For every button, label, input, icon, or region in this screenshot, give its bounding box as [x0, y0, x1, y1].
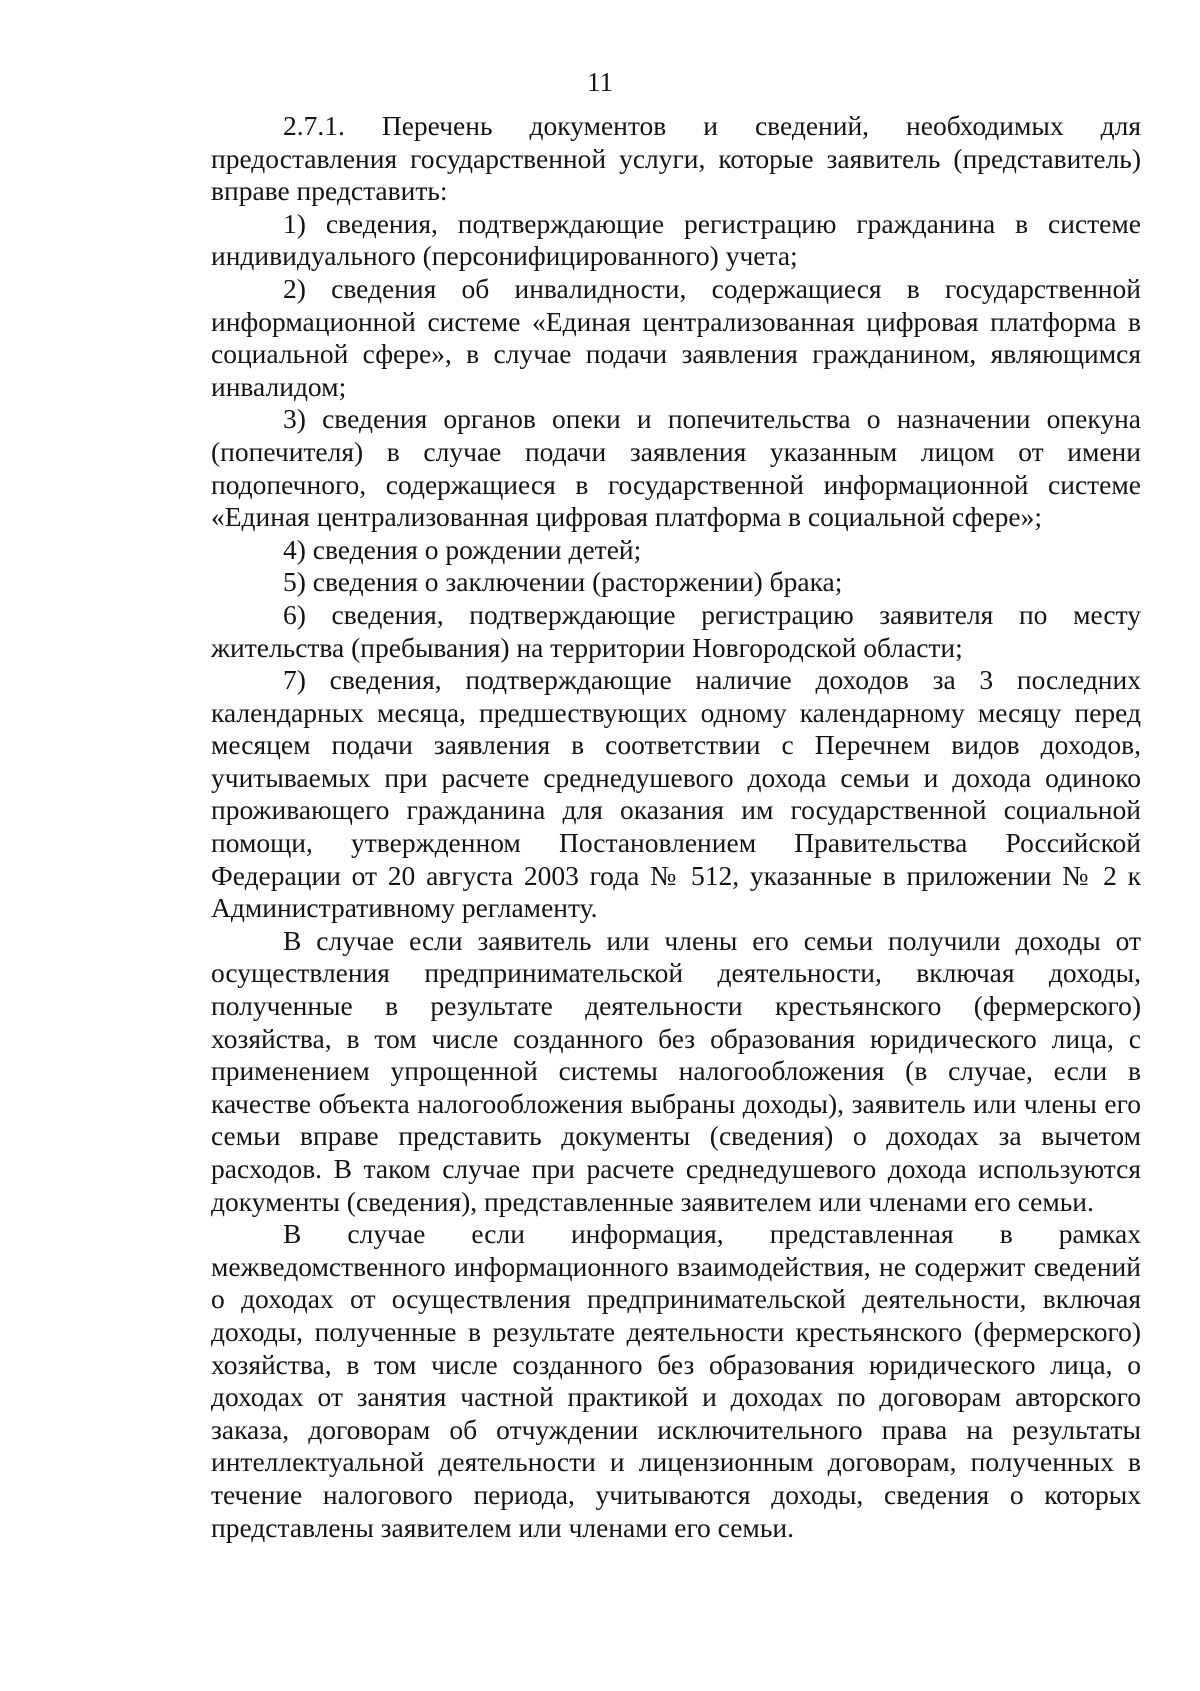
- page-number: 11: [587, 67, 613, 97]
- document-body: [211, 110, 1141, 1544]
- list-item-3: 3) сведения органов опеки и попечительства о назначении опекуна (попечителя) в случае подачи заявления указанным лицом от имени подопечного, содержащиеся в государственной информационной системе «Единая централизованная цифровая платформа в социальной сфере»;: [211, 403, 1141, 533]
- list-item-5: 5) сведения о заключении (расторжении) брака;: [283, 566, 843, 598]
- list-item-6: 6) сведения, подтверждающие регистрацию заявителя по месту жительства (пребывания) на территории Новгородской области;: [211, 598, 1141, 663]
- list-item-7: 7) сведения, подтверждающие наличие доходов за 3 последних календарных месяца, предшествующих одному календарному месяцу перед месяцем подачи заявления в соответствии с Перечнем видов доходов, учитываемых при расчете среднедушевого дохода семьи и дохода одиноко проживающего гражданина для оказания им государственной социальной помощи, утвержденном Постановлением Правительства Российской Федерации от 20 августа 2003 года № 512, указанные в приложении № 2 к Административному регламенту.: [211, 664, 1141, 924]
- list-item-4: 4) сведения о рождении детей;: [283, 533, 642, 565]
- list-item-2: 2) сведения об инвалидности, содержащиеся в государственной информационной системе «Единая централизованная цифровая платформа в социальной сфере», в случае подачи заявления гражданином, являющимся инвалидом;: [211, 272, 1141, 402]
- paragraph-interagency-info: В случае если информация, представленная в рамках межведомственного информационного взаимодействия, не содержит сведений о доходах от осуществления предпринимательской деятельности, включая доходы, полученные в результате деятельности крестьянского (фермерского) хозяйства, в том числе созданного без образования юридического лица, о доходах от занятия частной практикой и доходах по договорам авторского заказа, договорам об отчуждении исключительного права на результаты интеллектуальной деятельности и лицензионным договорам, полученных в течение налогового периода, учитываются доходы, сведения о которых представлены заявителем или членами его семьи.: [211, 1218, 1141, 1543]
- section-heading-2-7-1: 2.7.1. Перечень документов и сведений, необходимых для предоставления государственной услуги, которые заявитель (представитель) вправе представить:: [211, 110, 1141, 207]
- list-item-1: 1) сведения, подтверждающие регистрацию гражданина в системе индивидуального (персонифицированного) учета;: [211, 207, 1141, 272]
- paragraph-business-income: В случае если заявитель или члены его семьи получили доходы от осуществления предпринимательской деятельности, включая доходы, полученные в результате деятельности крестьянского (фермерского) хозяйства, в том числе созданного без образования юридического лица, с применением упрощенной системы налогообложения (в случае, если в качестве объекта налогообложения выбраны доходы), заявитель или члены его семьи вправе представить документы (сведения) о доходах за вычетом расходов. В таком случае при расчете среднедушевого дохода используются документы (сведения), представленные заявителем или членами его семьи.: [211, 924, 1141, 1217]
